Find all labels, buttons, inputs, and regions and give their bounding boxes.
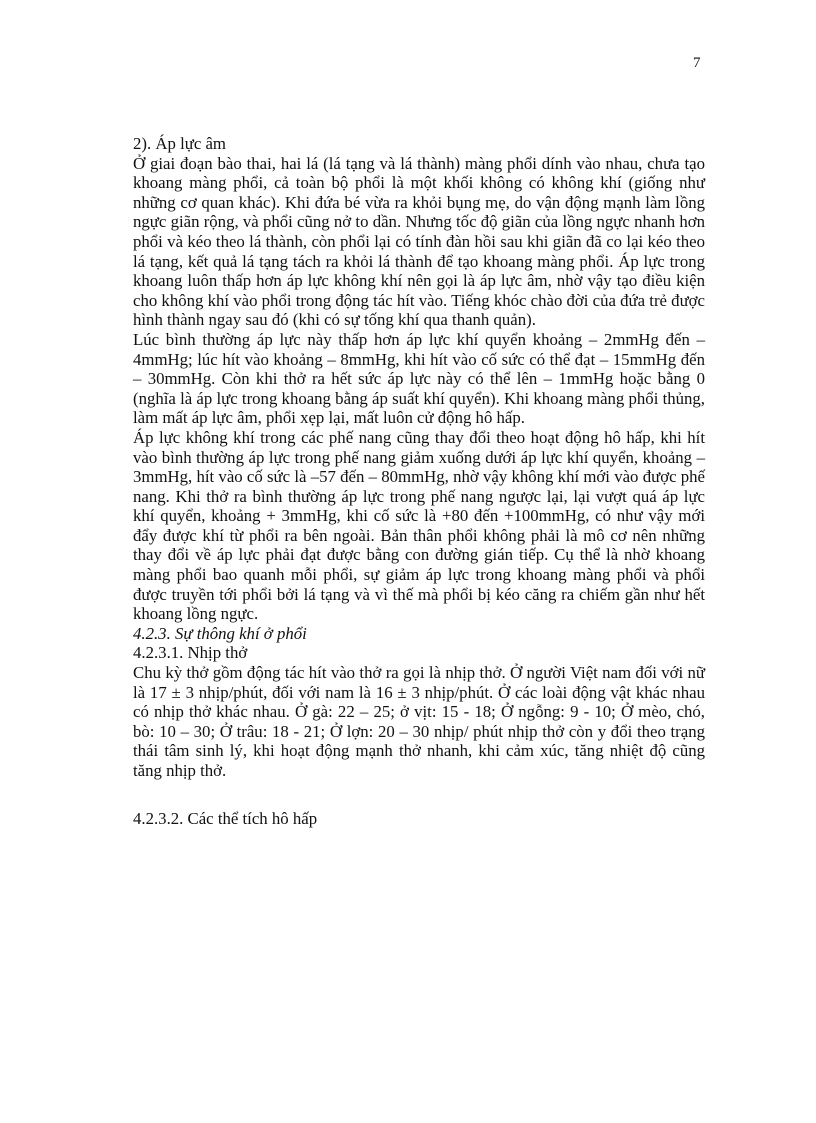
section-heading-negative-pressure: 2). Áp lực âm	[133, 134, 226, 153]
paragraph-normal-pressure: Lúc bình thường áp lực này thấp hơn áp lực khí quyển khoảng – 2mmHg đến – 4mmHg; lúc hít vào khoảng – 8mmHg, khi hít vào cố sức có thể đạt – 15mmHg đến – 30mmHg. Còn khi thở ra hết sức áp lực này có thể lên – 1mmHg hoặc bằng 0 (nghĩa là áp lực trong khoang bằng áp suất khí quyển). Khi khoang màng phổi thủng, làm mất áp lực âm, phổi xẹp lại, mất luôn cử động hô hấp.	[133, 329, 705, 428]
subsection-heading-respiratory-volumes: 4.2.3.2. Các thể tích hô hấp	[133, 808, 318, 828]
page-body	[133, 134, 705, 828]
page-number: 7	[693, 55, 701, 71]
section-heading-ventilation: 4.2.3. Sự thông khí ở phổi	[133, 623, 307, 643]
subsection-heading-breathing-rate: 4.2.3.1. Nhịp thở	[133, 643, 248, 663]
paragraph-alveolar-pressure: Áp lực không khí trong các phế nang cũng thay đổi theo hoạt động hô hấp, khi hít vào bình thường áp lực trong phế nang giảm xuống dưới áp lực khí quyển, khoảng – 3mmHg, hít vào cố sức là –57 đến – 80mmHg, nhờ vậy không khí mới vào được phế nang. Khi thở ra bình thường áp lực trong phế nang ngược lại, lại vượt quá áp lực khí quyển, khoảng + 3mmHg, khi cố sức là +80 đến +100mmHg, có như vậy mới đẩy được khí từ phổi ra bên ngoài. Bản thân phổi không phải là mô cơ nên những thay đổi về áp lực phải đạt được bằng con đường gián tiếp. Cụ thể là nhờ khoang màng phổi bao quanh mỗi phổi, sự giảm áp lực trong khoang màng phổi và phổi được truyền tới phổi bởi lá tạng và vì thế mà phổi bị kéo căng ra chiếm gần như hết khoang lồng ngực.	[133, 427, 705, 624]
paragraph-fetal-lung: Ở giai đoạn bào thai, hai lá (lá tạng và lá thành) màng phổi dính vào nhau, chưa tạo khoang màng phổi, cả toàn bộ phổi là một khối không có không khí (giống như những cơ quan khác). Khi đứa bé vừa ra khỏi bụng mẹ, do vận động mạnh làm lồng ngực giãn rộng, và phổi cũng nở to dần. Nhưng tốc độ giãn của lồng ngực nhanh hơn phổi và kéo theo lá thành, còn phổi lại có tính đàn hồi sau khi giãn đã co lại kéo theo lá tạng, kết quả lá tạng tách ra khỏi lá thành để tạo khoang màng phổi. Áp lực trong khoang luôn thấp hơn áp lực không khí nên gọi là áp lực âm, nhờ vậy tạo điều kiện cho không khí vào phổi trong động tác hít vào. Tiếng khóc chào đời của đứa trẻ được hình thành ngay sau đó (khi có sự tống khí qua thanh quản).	[133, 153, 705, 330]
paragraph-breathing-rate: Chu kỳ thở gồm động tác hít vào thở ra gọi là nhịp thở. Ở người Việt nam đối với nữ là 17 ± 3 nhịp/phút, đối với nam là 16 ± 3 nhịp/phút. Ở các loài động vật khác nhau có nhịp thở khác nhau. Ở gà: 22 – 25; ở vịt: 15 - 18; Ở ngỗng: 9 - 10; Ở mèo, chó, bò: 10 – 30; Ở trâu: 18 - 21; Ở lợn: 20 – 30 nhịp/ phút nhịp thở còn y đổi theo trạng thái tâm sinh lý, khi hoạt động mạnh thở nhanh, khi cảm xúc, tăng nhiệt độ cũng tăng nhịp thở.	[133, 663, 705, 780]
